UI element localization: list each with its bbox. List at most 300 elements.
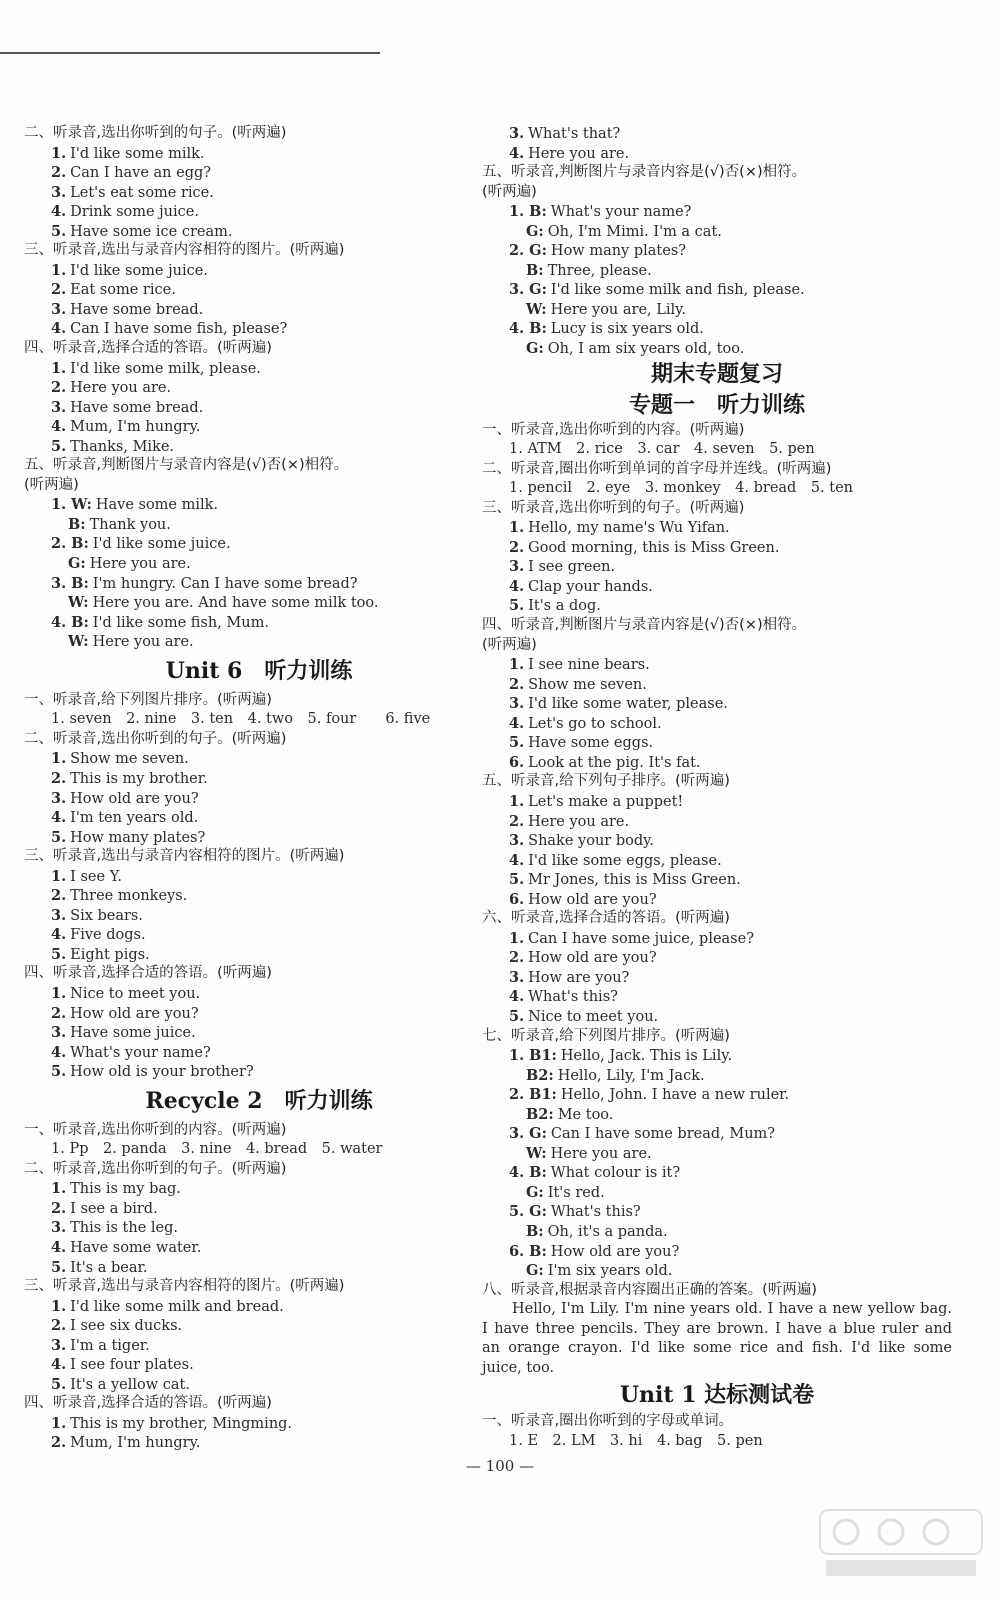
answer-text: Here you are. — [528, 145, 630, 162]
answer-line — [24, 749, 494, 769]
item-number: B: — [526, 1222, 544, 1240]
item-number: 5. — [51, 1063, 67, 1081]
question-heading: (听两遍) — [24, 476, 79, 493]
answer-line — [24, 554, 494, 574]
item-number: 1. — [51, 144, 67, 162]
answer-text: This is my brother, Mingming. — [70, 1415, 293, 1432]
item-number: B2: — [526, 1105, 554, 1123]
item-number: G: — [526, 1183, 544, 1201]
answer-text: How old are you? — [70, 1005, 199, 1022]
answer-line — [482, 851, 952, 871]
answer-text: This is the leg. — [70, 1220, 178, 1237]
item-number: W: — [68, 633, 89, 651]
answer-line — [482, 714, 952, 734]
answer-text: Mr Jones, this is Miss Green. — [528, 872, 741, 889]
answer-line — [24, 574, 494, 594]
answer-text: Hello, John. I have a new ruler. — [560, 1087, 790, 1104]
answer-line — [482, 792, 952, 812]
item-number: 3. — [51, 1336, 67, 1354]
answer-line — [24, 515, 494, 535]
answer-text: Me too. — [557, 1106, 614, 1123]
question-heading: 四、听录音,判断图片与录音内容是(√)否(×)相符。 — [482, 617, 807, 634]
answer-text: Hello, Jack. This is Lily. — [560, 1048, 733, 1065]
item-number: 1. — [509, 519, 525, 537]
item-number: 2. — [51, 1317, 67, 1335]
item-number: 4. — [51, 1356, 67, 1374]
question-heading: 二、听录音,选出你听到的句子。(听两遍) — [24, 125, 287, 141]
answer-text: Have some bread. — [70, 399, 204, 416]
item-number: 4. — [51, 203, 67, 221]
answer-line — [24, 828, 494, 848]
answer-line — [24, 202, 494, 222]
section-title: 期末专题复习 — [650, 360, 783, 387]
answer-text: Here you are. — [92, 634, 194, 651]
question-heading: 四、听录音,选择合适的答语。(听两遍) — [24, 340, 272, 357]
left-column — [24, 124, 494, 1453]
answer-text: Hello, Lily, I'm Jack. — [557, 1067, 705, 1084]
question-heading: (听两遍) — [482, 183, 537, 200]
answer-line — [482, 1124, 952, 1144]
answer-text: Here you are. — [89, 556, 191, 573]
answer-text: Can I have some juice, please? — [528, 930, 754, 947]
item-number: 5. — [509, 734, 525, 752]
answer-line — [24, 163, 494, 183]
answer-line — [482, 1242, 952, 1262]
item-number: W: — [526, 300, 547, 318]
answer-text: I'd like some juice. — [70, 262, 208, 279]
answer-line — [482, 870, 952, 890]
section-title: Recycle 2 听力训练 — [145, 1087, 373, 1114]
answer-text: How old is your brother? — [70, 1064, 254, 1081]
item-number: 2. — [509, 675, 525, 693]
answer-line — [24, 632, 494, 652]
question-heading: 六、听录音,选择合适的答语。(听两遍) — [482, 910, 730, 927]
item-number: 1. B: — [509, 203, 547, 221]
answer-text: Here you are. And have some milk too. — [92, 595, 379, 612]
answer-text: I'd like some water, please. — [528, 696, 728, 713]
answer-text: What's this? — [550, 1204, 641, 1221]
question-heading: 三、听录音,选出你听到的句子。(听两遍) — [482, 499, 745, 516]
item-number: 5. — [51, 1258, 67, 1276]
answer-line — [482, 596, 952, 616]
answer-line — [24, 1316, 494, 1336]
answer-text: It's a bear. — [70, 1259, 148, 1276]
item-number: 4. — [51, 1238, 67, 1256]
answer-text: I'd like some milk and bread. — [70, 1298, 284, 1315]
question-heading: 一、听录音,选出你听到的内容。(听两遍) — [24, 1121, 287, 1138]
item-number: 3. G: — [509, 281, 547, 299]
answer-line — [482, 339, 952, 359]
item-number: 3. — [51, 1024, 67, 1042]
answer-text: Mum, I'm hungry. — [70, 1435, 201, 1452]
answer-text: I see six ducks. — [70, 1318, 183, 1335]
answer-line — [482, 577, 952, 597]
right-column — [482, 124, 952, 1451]
item-number: 2. — [51, 379, 67, 397]
item-number: 5. — [51, 222, 67, 240]
section-title: Unit 1 达标测试卷 — [619, 1382, 815, 1409]
answer-line — [482, 222, 952, 242]
answer-line — [482, 1432, 952, 1452]
answer-line — [24, 769, 494, 789]
question-heading: 五、听录音,给下列句子排序。(听两遍) — [482, 773, 730, 790]
answer-text: Oh, I am six years old, too. — [547, 341, 745, 358]
answer-text: 1. ATM 2. rice 3. car 4. seven 5. pen — [509, 441, 815, 458]
question-heading: 五、听录音,判断图片与录音内容是(√)否(×)相符。 — [24, 457, 349, 474]
answer-text: How many plates? — [550, 243, 687, 260]
answer-line — [24, 1043, 494, 1063]
answer-text: I see four plates. — [70, 1357, 194, 1374]
item-number: 4. B: — [509, 1164, 547, 1182]
answer-line — [24, 867, 494, 887]
answer-line — [24, 710, 494, 730]
answer-text: Nice to meet you. — [528, 1008, 659, 1025]
answer-line — [24, 144, 494, 164]
answer-text: Have some ice cream. — [70, 223, 233, 240]
watermark-logo — [816, 1504, 986, 1582]
answer-text: Have some milk. — [95, 497, 219, 514]
answer-text: Here you are, Lily. — [550, 301, 687, 318]
answer-line — [24, 1140, 494, 1160]
question-heading: (听两遍) — [482, 636, 537, 653]
answer-text: Look at the pig. It's fat. — [528, 754, 701, 771]
answer-text: I see green. — [528, 559, 616, 576]
answer-line — [24, 593, 494, 613]
answer-text: Oh, I'm Mimi. I'm a cat. — [547, 223, 722, 240]
section-title: Unit 6 听力训练 — [165, 657, 353, 684]
answer-line — [482, 1202, 952, 1222]
item-number: 5. — [509, 871, 525, 889]
answer-line — [24, 925, 494, 945]
answer-line — [24, 1199, 494, 1219]
item-number: 3. — [51, 398, 67, 416]
item-number: 1. — [509, 792, 525, 810]
answer-text: Here you are. — [528, 813, 630, 830]
answer-text: What's your name? — [550, 204, 692, 221]
answer-line — [24, 319, 494, 339]
answer-text: 1. pencil 2. eye 3. monkey 4. bread 5. ten — [509, 480, 854, 497]
answer-line — [24, 222, 494, 242]
answer-line — [24, 437, 494, 457]
item-number: 4. — [509, 714, 525, 732]
answer-text: Oh, it's a panda. — [547, 1223, 668, 1240]
question-heading: 四、听录音,选择合适的答语。(听两遍) — [24, 965, 272, 982]
answer-text: 1. E 2. LM 3. hi 4. bag 5. pen — [509, 1432, 763, 1449]
item-number: 2. — [51, 281, 67, 299]
answer-text: 1. seven 2. nine 3. ten 4. two 5. four 6. five — [51, 711, 431, 728]
answer-text: Have some juice. — [70, 1025, 196, 1042]
answer-text: How are you? — [528, 969, 630, 986]
answer-line — [482, 987, 952, 1007]
item-number: 3. — [51, 183, 67, 201]
answer-text: Drink some juice. — [70, 204, 199, 221]
item-number: 3. — [51, 906, 67, 924]
answer-line — [482, 557, 952, 577]
answer-line — [24, 1238, 494, 1258]
answer-line — [482, 1144, 952, 1164]
answer-line — [24, 359, 494, 379]
item-number: 2. — [509, 812, 525, 830]
answer-text: I'd like some milk and fish, please. — [550, 282, 805, 299]
question-heading: 二、听录音,选出你听到的句子。(听两遍) — [24, 730, 287, 747]
item-number: 5. — [51, 828, 67, 846]
item-number: G: — [526, 222, 544, 240]
item-number: 1. — [509, 656, 525, 674]
answer-line — [482, 124, 952, 144]
answer-line — [482, 538, 952, 558]
answer-line — [24, 1004, 494, 1024]
answer-text: Lucy is six years old. — [550, 321, 704, 338]
item-number: 2. — [51, 769, 67, 787]
question-heading: 二、听录音,圈出你听到单词的首字母并连线。(听两遍) — [482, 460, 832, 477]
answer-line — [24, 417, 494, 437]
answer-line — [24, 398, 494, 418]
answer-line — [24, 886, 494, 906]
answer-text: I'd like some juice. — [92, 536, 231, 553]
answer-text: What's this? — [528, 989, 618, 1006]
item-number: 4. — [509, 144, 525, 162]
item-number: 1. — [51, 1180, 67, 1198]
answer-line — [482, 261, 952, 281]
answer-text: Mum, I'm hungry. — [70, 419, 201, 436]
answer-text: I'm ten years old. — [70, 810, 199, 827]
item-number: 3. — [51, 789, 67, 807]
item-number: B2: — [526, 1066, 554, 1084]
answer-text: Have some bread. — [70, 301, 204, 318]
answer-line — [24, 613, 494, 633]
item-number: 4. B: — [509, 320, 547, 338]
item-number: 5. — [51, 945, 67, 963]
item-number: G: — [526, 340, 544, 358]
item-number: 3. — [509, 125, 525, 142]
item-number: 4. — [51, 926, 67, 944]
answer-text: How old are you? — [528, 891, 657, 908]
answer-text: It's a yellow cat. — [70, 1376, 190, 1393]
answer-line — [24, 1218, 494, 1238]
item-number: 1. B1: — [509, 1047, 557, 1065]
answer-line — [482, 202, 952, 222]
answer-text: Let's eat some rice. — [70, 184, 214, 201]
item-number: 5. — [509, 1007, 525, 1025]
answer-text: Here you are. — [550, 1145, 652, 1162]
item-number: 4. — [51, 320, 67, 338]
answer-line — [482, 1261, 952, 1281]
answer-line — [482, 300, 952, 320]
answer-text: This is my brother. — [70, 770, 208, 787]
answer-text: I'm hungry. Can I have some bread? — [92, 575, 358, 592]
item-number: 2. — [51, 1199, 67, 1217]
question-heading: 一、听录音,圈出你听到的字母或单词。 — [482, 1413, 734, 1430]
answer-line — [482, 831, 952, 851]
item-number: 1. — [509, 929, 525, 947]
answer-line — [24, 1062, 494, 1082]
answer-line — [24, 1375, 494, 1395]
answer-line — [24, 280, 494, 300]
question-heading: 三、听录音,选出与录音内容相符的图片。(听两遍) — [24, 242, 345, 259]
answer-text: Have some eggs. — [528, 735, 654, 752]
answer-line — [24, 1336, 494, 1356]
item-number: 4. — [51, 809, 67, 827]
answer-line — [24, 1355, 494, 1375]
item-number: 3. — [509, 832, 525, 850]
answer-line — [24, 261, 494, 281]
item-number: 4. — [509, 851, 525, 869]
answer-text: Can I have some bread, Mum? — [550, 1126, 776, 1143]
answer-text: What's your name? — [70, 1044, 211, 1061]
answer-line — [24, 1414, 494, 1434]
answer-line — [24, 1023, 494, 1043]
answer-line — [24, 1258, 494, 1278]
item-number: 4. — [51, 418, 67, 436]
answer-text: I'm a tiger. — [70, 1337, 150, 1354]
item-number: 2. — [509, 949, 525, 967]
question-heading: 一、听录音,给下列图片排序。(听两遍) — [24, 691, 272, 708]
item-number: 4. — [509, 988, 525, 1006]
answer-line — [24, 534, 494, 554]
item-number: 3. B: — [51, 574, 89, 592]
answer-line — [482, 694, 952, 714]
answer-text: Clap your hands. — [528, 578, 653, 595]
item-number: 2. B1: — [509, 1086, 557, 1104]
question-heading: 二、听录音,选出你听到的句子。(听两遍) — [24, 1160, 287, 1177]
item-number: 5. — [509, 597, 525, 615]
item-number: 5. — [51, 437, 67, 455]
answer-text: I'd like some milk. — [70, 145, 205, 162]
item-number: 3. G: — [509, 1125, 547, 1143]
answer-text: Let's go to school. — [528, 715, 662, 732]
item-number: 4. — [51, 1043, 67, 1061]
answer-text: Can I have some fish, please? — [70, 321, 288, 338]
answer-line — [24, 808, 494, 828]
top-rule — [0, 52, 380, 54]
item-number: 6. — [509, 753, 525, 771]
item-number: 2. — [509, 538, 525, 556]
question-heading: 一、听录音,选出你听到的内容。(听两遍) — [482, 421, 745, 438]
answer-line — [24, 378, 494, 398]
answer-line — [482, 1066, 952, 1086]
item-number: 3. — [509, 695, 525, 713]
item-number: 2. — [51, 887, 67, 905]
answer-text: 1. Pp 2. panda 3. nine 4. bread 5. water — [51, 1141, 383, 1158]
item-number: 2. — [51, 164, 67, 182]
answer-text: I see a bird. — [70, 1200, 158, 1217]
item-number: 3. — [51, 1219, 67, 1237]
answer-text: I'd like some eggs, please. — [528, 852, 722, 869]
answer-line — [482, 948, 952, 968]
answer-line — [482, 733, 952, 753]
answer-text: How old are you? — [528, 950, 657, 967]
answer-line — [482, 812, 952, 832]
answer-text: Here you are. — [70, 380, 172, 397]
item-number: 2. — [51, 1434, 67, 1452]
answer-line — [482, 655, 952, 675]
answer-text: What colour is it? — [550, 1165, 681, 1182]
item-number: 1. — [51, 750, 67, 768]
answer-line — [24, 1433, 494, 1453]
answer-text: Show me seven. — [528, 676, 647, 693]
answer-line — [482, 1046, 952, 1066]
answer-line — [482, 890, 952, 910]
item-number: 5. — [51, 1375, 67, 1393]
item-number: 6. B: — [509, 1242, 547, 1260]
answer-text: How old are you? — [70, 790, 199, 807]
item-number: 1. — [51, 984, 67, 1002]
question-heading: 三、听录音,选出与录音内容相符的图片。(听两遍) — [24, 1278, 345, 1295]
answer-line — [24, 495, 494, 515]
item-number: 1. — [51, 1297, 67, 1315]
answer-text: I'd like some fish, Mum. — [92, 614, 269, 631]
answer-line — [482, 1085, 952, 1105]
answer-line — [482, 1183, 952, 1203]
answer-text: How old are you? — [550, 1243, 680, 1260]
answer-line — [24, 789, 494, 809]
answer-line — [482, 1222, 952, 1242]
question-heading: 七、听录音,给下列图片排序。(听两遍) — [482, 1027, 730, 1044]
item-number: 6. — [509, 890, 525, 908]
answer-text: Hello, my name's Wu Yifan. — [528, 520, 730, 537]
item-number: W: — [526, 1144, 547, 1162]
answer-text: What's that? — [528, 126, 621, 142]
answer-text: I'm six years old. — [547, 1263, 673, 1280]
question-heading: 三、听录音,选出与录音内容相符的图片。(听两遍) — [24, 848, 345, 865]
question-heading: 五、听录音,判断图片与录音内容是(√)否(×)相符。 — [482, 164, 807, 181]
answer-line — [482, 929, 952, 949]
passage-text: Hello, I'm Lily. I'm nine years old. I have a new yellow bag. I have three pencils. They are brown. I have a blue ruler and an orange crayon. I'd like some rice and fish. I'd like some juice, too. — [482, 1301, 952, 1376]
answer-line — [482, 518, 952, 538]
section-title: 专题一 听力训练 — [628, 391, 805, 418]
item-number: 1. — [51, 1414, 67, 1432]
answer-line — [482, 753, 952, 773]
item-number: G: — [68, 555, 86, 573]
item-number: 4. B: — [51, 613, 89, 631]
item-number: G: — [526, 1262, 544, 1280]
answer-text: How many plates? — [70, 829, 206, 846]
answer-line — [482, 1163, 952, 1183]
item-number: 2. — [51, 1004, 67, 1022]
answer-line — [24, 1297, 494, 1317]
answer-text: Have some water. — [70, 1239, 202, 1256]
answer-line — [482, 280, 952, 300]
answer-text: Good morning, this is Miss Green. — [528, 539, 780, 556]
item-number: 1. W: — [51, 496, 92, 514]
answer-text: Thanks, Mike. — [70, 438, 175, 455]
item-number: 2. B: — [51, 535, 89, 553]
answer-line — [482, 241, 952, 261]
answer-text: This is my bag. — [70, 1181, 181, 1198]
answer-line — [482, 479, 952, 499]
answer-line — [482, 1105, 952, 1125]
page-number: — 100 — — [465, 1457, 535, 1475]
answer-line — [482, 440, 952, 460]
answer-line — [24, 945, 494, 965]
answer-text: I see Y. — [70, 868, 123, 885]
item-number: W: — [68, 594, 89, 612]
answer-line — [482, 968, 952, 988]
answer-text: Let's make a puppet! — [528, 793, 684, 810]
answer-text: Thank you. — [89, 516, 171, 533]
answer-text: I'd like some milk, please. — [70, 360, 261, 377]
answer-text: Eight pigs. — [70, 946, 150, 963]
answer-text: Show me seven. — [70, 751, 189, 768]
answer-text: Eat some rice. — [70, 282, 176, 299]
item-number: B: — [526, 261, 544, 279]
answer-text: I see nine bears. — [528, 657, 650, 674]
item-number: 5. G: — [509, 1203, 547, 1221]
answer-text: Six bears. — [70, 907, 143, 924]
item-number: 3. — [509, 558, 525, 576]
answer-text: Can I have an egg? — [70, 165, 212, 182]
answer-line — [24, 183, 494, 203]
